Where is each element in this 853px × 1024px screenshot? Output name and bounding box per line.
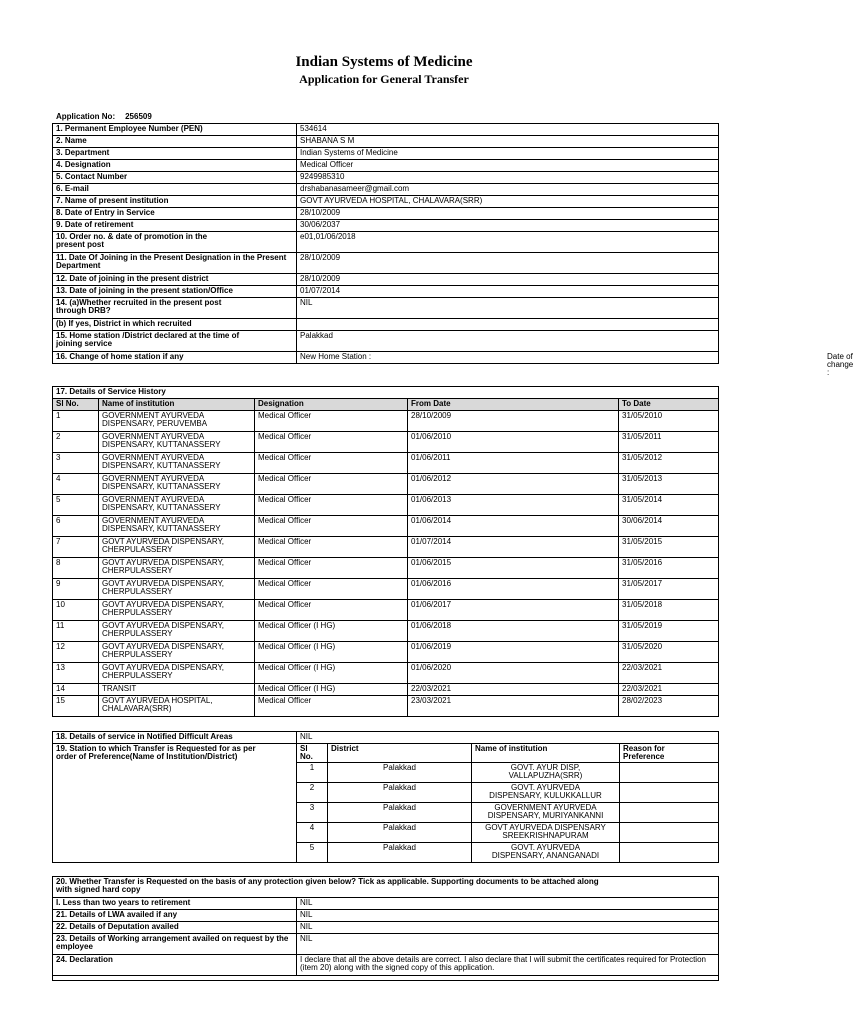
institution: GOVT AYURVEDA DISPENSARY, CHERPULASSERY [99, 579, 255, 600]
from-date: 01/06/2020 [408, 663, 619, 684]
field-value: 01/07/2014 [297, 286, 719, 298]
from-date: 01/06/2018 [408, 621, 619, 642]
designation: Medical Officer (I HG) [255, 621, 408, 642]
designation: Medical Officer [255, 558, 408, 579]
personal-details-table [52, 123, 853, 377]
field-value: 534614 [297, 124, 719, 136]
field-label: 12. Date of joining in the present district [53, 274, 297, 286]
field-value: NIL [297, 298, 719, 319]
table-row [53, 495, 719, 516]
sl-no: 15 [53, 696, 99, 717]
institution: GOVERNMENT AYURVEDA DISPENSARY, KUTTANASSERY [99, 453, 255, 474]
field-label: 10. Order no. & date of promotion in the present post [53, 232, 297, 253]
to-date: 31/05/2014 [619, 495, 719, 516]
date-of-change-label: Date of change : [827, 352, 853, 377]
table-row [53, 663, 719, 684]
field-value: 28/10/2009 [297, 274, 719, 286]
field-label: 7. Name of present institution [53, 196, 297, 208]
to-date: 28/02/2023 [619, 696, 719, 717]
pref-institution: GOVT. AYUR DISP, VALLAPUZHA(SRR) [472, 763, 620, 783]
designation: Medical Officer (I HG) [255, 663, 408, 684]
blank-row [53, 976, 719, 981]
field-row [53, 172, 719, 184]
sl-no: 8 [53, 558, 99, 579]
from-date: 01/06/2011 [408, 453, 619, 474]
pref-reason [620, 783, 719, 803]
tail-row [53, 910, 719, 922]
new-home-station-label: New Home Station : [300, 352, 372, 361]
table-row [53, 537, 719, 558]
preference-header-row [53, 744, 719, 763]
tail-label: I. Less than two years to retirement [53, 898, 297, 910]
sl-no: 12 [53, 642, 99, 663]
designation: Medical Officer [255, 600, 408, 621]
page-subtitle: Application for General Transfer [299, 72, 469, 86]
field-value: Indian Systems of Medicine [297, 148, 719, 160]
column-header: Name of institution [99, 399, 255, 411]
from-date: 01/06/2014 [408, 516, 619, 537]
institution: GOVT AYURVEDA DISPENSARY, CHERPULASSERY [99, 642, 255, 663]
designation: Medical Officer [255, 453, 408, 474]
from-date: 23/03/2021 [408, 696, 619, 717]
designation: Medical Officer (I HG) [255, 684, 408, 696]
institution: GOVERNMENT AYURVEDA DISPENSARY, KUTTANASSERY [99, 474, 255, 495]
pref-district: Palakkad [328, 843, 472, 863]
preference-table [52, 731, 719, 863]
field-value: e01,01/06/2018 [297, 232, 719, 253]
institution: GOVERNMENT AYURVEDA DISPENSARY, KUTTANASSERY [99, 432, 255, 453]
pref-district: Palakkad [328, 763, 472, 783]
to-date: 31/05/2020 [619, 642, 719, 663]
field-label: 5. Contact Number [53, 172, 297, 184]
service-header-row [53, 399, 719, 411]
field-row [53, 331, 719, 352]
field-value: 30/06/2037 [297, 220, 719, 232]
table-row [53, 411, 719, 432]
from-date: 22/03/2021 [408, 684, 619, 696]
blank-cell [53, 976, 719, 981]
pref-sl-no: 2 [297, 783, 328, 803]
field-value: drshabanasameer@gmail.com [297, 184, 719, 196]
application-number: Application No: 256509 [56, 112, 152, 121]
designation: Medical Officer [255, 411, 408, 432]
pref-sl-no: 5 [297, 843, 328, 863]
pref-sl-no: 4 [297, 823, 328, 843]
column-header: District [328, 744, 472, 763]
field-label: 14. (a)Whether recruited in the present post through DRB? [53, 298, 297, 319]
table-row [53, 621, 719, 642]
declaration-table [52, 876, 719, 981]
column-header: Sl No. [53, 399, 99, 411]
institution: GOVT AYURVEDA HOSPITAL, CHALAVARA(SRR) [99, 696, 255, 717]
tail-value: NIL [297, 910, 719, 922]
tail-row [53, 934, 719, 955]
tail-row [53, 922, 719, 934]
sl-no: 3 [53, 453, 99, 474]
institution: GOVT AYURVEDA DISPENSARY, CHERPULASSERY [99, 537, 255, 558]
field-label: 11. Date Of Joining in the Present Designation in the Present Department [53, 253, 297, 274]
field-row [53, 148, 719, 160]
table-row [53, 516, 719, 537]
difficult-areas-value: NIL [297, 732, 719, 744]
to-date: 31/05/2015 [619, 537, 719, 558]
column-header: Name of institution [472, 744, 620, 763]
table-row [53, 642, 719, 663]
field-value: 9249985310 [297, 172, 719, 184]
difficult-areas-row [53, 732, 719, 744]
pref-reason [620, 843, 719, 863]
from-date: 01/06/2012 [408, 474, 619, 495]
designation: Medical Officer [255, 474, 408, 495]
tail-label: 23. Details of Working arrangement availed on request by the employee [53, 934, 297, 955]
tail-label: 21. Details of LWA availed if any [53, 910, 297, 922]
table-row [53, 453, 719, 474]
field-label: 13. Date of joining in the present station/Office [53, 286, 297, 298]
institution: GOVT AYURVEDA DISPENSARY, CHERPULASSERY [99, 600, 255, 621]
to-date: 31/05/2016 [619, 558, 719, 579]
column-header: To Date [619, 399, 719, 411]
sl-no: 9 [53, 579, 99, 600]
sl-no: 6 [53, 516, 99, 537]
column-header: Sl No. [297, 744, 328, 763]
field-row [53, 286, 719, 298]
from-date: 01/06/2013 [408, 495, 619, 516]
from-date: 01/07/2014 [408, 537, 619, 558]
pref-institution: GOVT. AYURVEDA DISPENSARY, KULUKKALLUR [472, 783, 620, 803]
institution: GOVERNMENT AYURVEDA DISPENSARY, KUTTANASSERY [99, 495, 255, 516]
declaration-label: 24. Declaration [53, 955, 297, 976]
to-date: 31/05/2018 [619, 600, 719, 621]
pref-sl-no: 3 [297, 803, 328, 823]
field-value: Palakkad [297, 331, 719, 352]
protection-row [53, 877, 719, 898]
home-change-label: 16. Change of home station if any [53, 352, 297, 364]
field-label: 15. Home station /District declared at the time of joining service [53, 331, 297, 352]
table-row [53, 600, 719, 621]
from-date: 01/06/2019 [408, 642, 619, 663]
field-value: SHABANA S M [297, 136, 719, 148]
from-date: 01/06/2015 [408, 558, 619, 579]
home-change-values [297, 352, 853, 377]
table-row [53, 474, 719, 495]
field-row [53, 220, 719, 232]
pref-reason [620, 803, 719, 823]
field-value: 28/10/2009 [297, 253, 719, 274]
to-date: 30/06/2014 [619, 516, 719, 537]
from-date: 28/10/2009 [408, 411, 619, 432]
field-label: 9. Date of retirement [53, 220, 297, 232]
to-date: 31/05/2013 [619, 474, 719, 495]
field-value [297, 319, 719, 331]
from-date: 01/06/2017 [408, 600, 619, 621]
sl-no: 2 [53, 432, 99, 453]
table-row [53, 684, 719, 696]
field-label: 1. Permanent Employee Number (PEN) [53, 124, 297, 136]
to-date: 31/05/2011 [619, 432, 719, 453]
institution: GOVT AYURVEDA DISPENSARY, CHERPULASSERY [99, 663, 255, 684]
difficult-areas-label: 18. Details of service in Notified Difficult Areas [53, 732, 297, 744]
field-row [53, 232, 719, 253]
to-date: 22/03/2021 [619, 663, 719, 684]
institution: GOVT AYURVEDA DISPENSARY, CHERPULASSERY [99, 558, 255, 579]
field-row [53, 319, 719, 331]
field-row [53, 136, 719, 148]
field-row [53, 253, 719, 274]
field-row [53, 298, 719, 319]
from-date: 01/06/2010 [408, 432, 619, 453]
tail-label: 22. Details of Deputation availed [53, 922, 297, 934]
field-row [53, 160, 719, 172]
institution: GOVERNMENT AYURVEDA DISPENSARY, KUTTANASSERY [99, 516, 255, 537]
pref-district: Palakkad [328, 783, 472, 803]
to-date: 22/03/2021 [619, 684, 719, 696]
field-label: 8. Date of Entry in Service [53, 208, 297, 220]
protection-label: 20. Whether Transfer is Requested on the basis of any protection given below? Tick as applicable. Supporting documents to be attached along with signed hard copy [53, 877, 719, 898]
tail-value: NIL [297, 922, 719, 934]
sl-no: 5 [53, 495, 99, 516]
page-title: Indian Systems of Medicine [295, 54, 473, 70]
institution: TRANSIT [99, 684, 255, 696]
pref-district: Palakkad [328, 803, 472, 823]
institution: GOVERNMENT AYURVEDA DISPENSARY, PERUVEMBA [99, 411, 255, 432]
declaration-text: I declare that all the above details are correct. I also declare that I will submit the certificates required for Protection (item 20) along with the signed copy of this application. [297, 955, 719, 976]
field-value: Medical Officer [297, 160, 719, 172]
designation: Medical Officer [255, 516, 408, 537]
field-row [53, 196, 719, 208]
to-date: 31/05/2019 [619, 621, 719, 642]
from-date: 01/06/2016 [408, 579, 619, 600]
service-title-row [53, 387, 719, 399]
designation: Medical Officer (I HG) [255, 642, 408, 663]
designation: Medical Officer [255, 432, 408, 453]
field-label: 4. Designation [53, 160, 297, 172]
to-date: 31/05/2010 [619, 411, 719, 432]
field-label: (b) If yes, District in which recruited [53, 319, 297, 331]
pref-sl-no: 1 [297, 763, 328, 783]
pref-district: Palakkad [328, 823, 472, 843]
home-change-row [53, 352, 719, 364]
pref-institution: GOVT. AYURVEDA DISPENSARY, ANANGANADI [472, 843, 620, 863]
designation: Medical Officer [255, 579, 408, 600]
field-row [53, 274, 719, 286]
pref-institution: GOVT AYURVEDA DISPENSARY SREEKRISHNAPURAM [472, 823, 620, 843]
field-value: 28/10/2009 [297, 208, 719, 220]
table-row [53, 432, 719, 453]
sl-no: 7 [53, 537, 99, 558]
pref-reason [620, 823, 719, 843]
institution: GOVT AYURVEDA DISPENSARY, CHERPULASSERY [99, 621, 255, 642]
pref-reason [620, 763, 719, 783]
column-header: Reason for Preference [620, 744, 719, 763]
table-row [53, 696, 719, 717]
to-date: 31/05/2017 [619, 579, 719, 600]
designation: Medical Officer [255, 696, 408, 717]
table-row [53, 579, 719, 600]
designation: Medical Officer [255, 537, 408, 558]
preference-label: 19. Station to which Transfer is Requested for as per order of Preference(Name of Institution/District) [53, 744, 297, 863]
field-label: 3. Department [53, 148, 297, 160]
field-row [53, 184, 719, 196]
declaration-row [53, 955, 719, 976]
field-value: GOVT AYURVEDA HOSPITAL, CHALAVARA(SRR) [297, 196, 719, 208]
field-label: 6. E-mail [53, 184, 297, 196]
to-date: 31/05/2012 [619, 453, 719, 474]
column-header: Designation [255, 399, 408, 411]
tail-row [53, 898, 719, 910]
tail-value: NIL [297, 898, 719, 910]
table-row [53, 558, 719, 579]
field-row [53, 208, 719, 220]
designation: Medical Officer [255, 495, 408, 516]
field-label: 2. Name [53, 136, 297, 148]
sl-no: 4 [53, 474, 99, 495]
sl-no: 10 [53, 600, 99, 621]
sl-no: 11 [53, 621, 99, 642]
service-history-table [52, 386, 719, 717]
column-header: From Date [408, 399, 619, 411]
field-row [53, 124, 719, 136]
service-history-title: 17. Details of Service History [53, 387, 719, 399]
sl-no: 13 [53, 663, 99, 684]
pref-institution: GOVERNMENT AYURVEDA DISPENSARY, MURIYANKANNI [472, 803, 620, 823]
tail-value: NIL [297, 934, 719, 955]
sl-no: 1 [53, 411, 99, 432]
sl-no: 14 [53, 684, 99, 696]
